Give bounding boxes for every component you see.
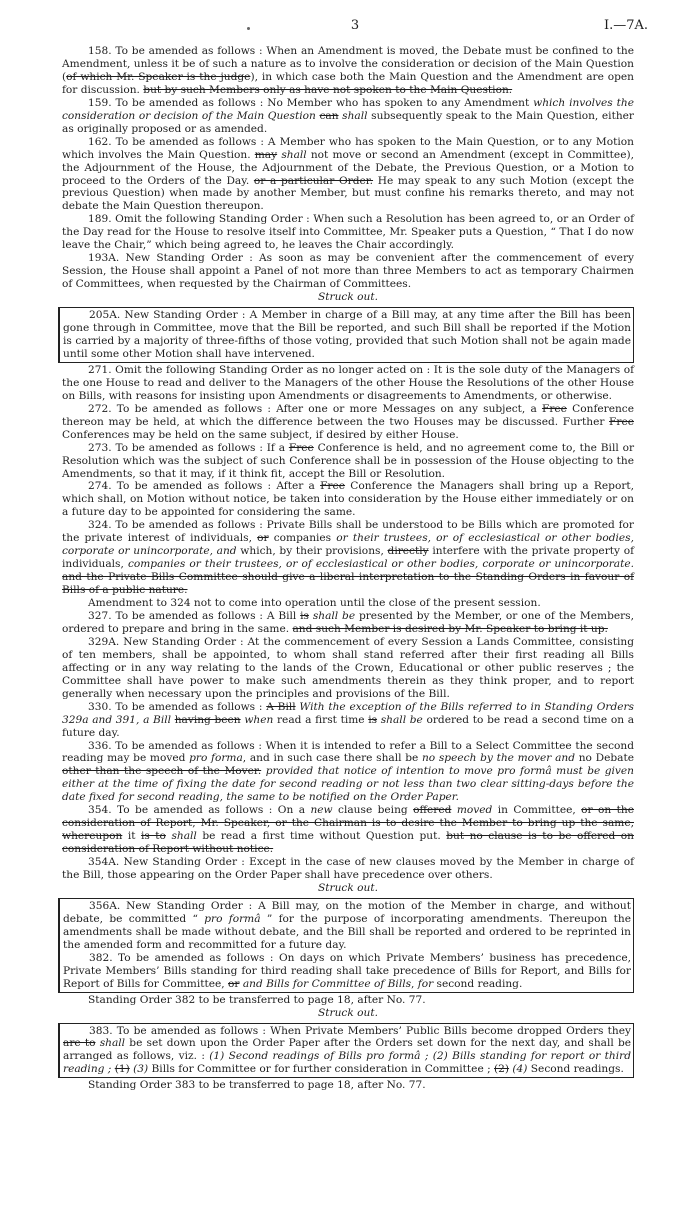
inserted-text: shall be — [312, 609, 356, 622]
standing-order-paragraph — [62, 45, 634, 97]
body-text: read a first time — [273, 713, 369, 726]
deleted-text: is — [300, 609, 309, 622]
inserted-text: no speech by the mover and — [421, 752, 575, 765]
order-number: 271. — [88, 363, 112, 376]
body-text: subsequently speak to the Main Question, either as originally proposed or as amended. — [62, 109, 634, 135]
inserted-text: shall — [171, 830, 197, 843]
struck-out-box-356a-382 — [58, 898, 634, 993]
inserted-text: new — [310, 804, 333, 817]
body-text: New Standing Order : As soon as may be convenient after the commencement of every Session, the House shall appoint a Panel of not more than three Members to act as temporary Chairmen of Committees, when requested by the Chairman of Committees. — [62, 252, 634, 291]
deleted-text: but by such Members only as have not spoken to the Main Question. — [143, 83, 513, 96]
transfer-note-383: Standing Order 383 to be transferred to page 18, after No. 77. — [88, 1079, 426, 1092]
inserted-text: or their trustees, or of ecclesiastical or other bodies, corporate or unincorporate, and — [62, 532, 634, 558]
deleted-text: Free — [609, 415, 634, 428]
deleted-text: can — [319, 109, 339, 122]
struck-out-label: Struck out. — [318, 291, 378, 304]
body-text: To be amended as follows : Private Bills shall be understood to be Bills which are promoted for the private interest of individuals, — [62, 519, 634, 545]
deleted-text: of which Mr. Speaker is the judge — [66, 70, 251, 83]
order-number: 330. — [88, 700, 112, 713]
body-text: To be amended as follows : After one or more Messages on any subject, a — [111, 402, 542, 415]
body-text: To be amended as follows : When it is intended to refer a Bill to a Select Committee the second reading may be moved — [62, 739, 634, 765]
order-number: 354A. — [88, 856, 120, 869]
body-text: Omit the following Standing Order : When such a Resolution has been agreed to, or an Order of the Day read for the House to resolve itself into Committee, Mr. Speaker puts a Question, “ That I do now leave the Chair,” which being agreed to, he leaves the Chair accordingly. — [62, 213, 634, 252]
standing-order-paragraph — [62, 610, 634, 636]
deleted-text: and the Private Bills Committee should give a liberal interpretation to the Standing Orders in favour of Bills of a public nature. — [62, 571, 634, 597]
body-text: To be amended as follows : When an Amendment is moved, the Debate must be confined to the Amendment, unless it be of such a nature as to involve the consideration or decision of the Main Question ( — [62, 45, 634, 83]
inserted-text: moved — [456, 804, 493, 817]
body-text: Omit the following Standing Order as no longer acted on : It is the sole duty of the Managers of the one House to read and deliver to the Managers of the other House the Resolutions of the other House on Bills, with reasons for insisting upon Amendments or disagreements to Amendments, or otherwise. — [62, 363, 634, 402]
body-text: To be amended as follows : — [111, 700, 267, 713]
order-number: 159. — [88, 96, 112, 109]
inserted-text: and Bills for Committee of Bills — [242, 977, 412, 990]
body-text: To be amended as follows : If a — [111, 441, 289, 454]
order-number: 193A. — [88, 252, 120, 265]
standing-order-paragraph — [62, 480, 634, 519]
standing-order-paragraph — [62, 804, 634, 856]
deleted-text: A Bill — [266, 700, 296, 713]
standing-order-paragraph — [62, 97, 634, 136]
struck-out-box-383 — [58, 1023, 634, 1079]
body-text: He may speak to any such Motion (except the previous Question) when made by another Member, but must confine his remarks thereto, and may not debate the Main Question thereupon. — [62, 174, 634, 213]
standing-order-paragraph — [63, 1025, 631, 1077]
body-text: , — [411, 977, 418, 990]
deleted-text: (1) — [114, 1063, 130, 1076]
body-text: New Standing Order : At the commencement of every Session a Lands Committee, consisting of ten members, shall be appointed, to whom shall stand referred after their first reading all Bills affecting or in any way relating to the lands of the Crown, Educational or other public reserves ; the Committee shall have power to make such amendments therein as they think proper, and to report generally when necessary upon the principles and provisions of the Bill. — [62, 635, 634, 700]
deleted-text: but no clause is to be offered on consideration of Report without notice. — [62, 830, 634, 856]
deleted-text: are to — [63, 1037, 96, 1050]
body-text: New Standing Order : A Member in charge of a Bill may, at any time after the Bill has been gone through in Committee, move that the Bill be reported, and such Bill shall be reported if the Motion is carried by a majority of three-fifths of those voting, provided that such Motion shall not be again made until some other Motion shall have intervened. — [63, 309, 631, 360]
body-text: To be amended as follows : When Private Members’ Public Bills become dropped Orders they — [112, 1024, 631, 1037]
body-text: ” for the purpose of incorporating amendments. Thereupon the amendments shall be made without debate, and the Bill shall be reported and ordered to be reprinted in the amended form and recommitted for a future day. — [63, 912, 631, 951]
body-text: Bills for Committee or for further consideration in Committee ; — [148, 1063, 495, 1076]
standing-order-paragraph — [62, 364, 634, 403]
order-number: 205A. — [89, 309, 121, 322]
inserted-text: for — [417, 977, 434, 990]
deleted-text: Free — [288, 441, 314, 454]
inserted-text: provided that notice of intention to move pro formâ must be given either at the time of fixing the date for second reading or not less than two clear sitting-days before the date fixed for second reading, the same to be notified on the Order Paper. — [62, 765, 634, 804]
standing-order-paragraph — [62, 403, 634, 442]
struck-out-label: Struck out. — [318, 1006, 378, 1019]
standing-order-paragraph — [63, 952, 631, 991]
body-text: To be amended as follows : On a — [111, 804, 311, 817]
inserted-text: shall — [281, 148, 307, 161]
body-text: presented by the Member, or one of the Members, ordered to prepare and bring in the same. — [62, 609, 634, 635]
deleted-text: is to — [140, 830, 166, 843]
inserted-text: (4) — [512, 1063, 528, 1076]
inserted-text: shall — [99, 1037, 126, 1050]
inserted-text: pro forma — [189, 752, 243, 765]
body-text: To be amended as follows : A Member who has spoken to the Main Question, or to any Motion which involves the Main Question. — [62, 135, 634, 161]
standing-order-paragraph — [62, 519, 634, 597]
body-text: Conferences may be held on the same subject, if desired by either House. — [62, 428, 459, 441]
struck-out-label: Struck out. — [318, 882, 378, 894]
order-number: 162. — [88, 135, 112, 148]
body-text: New Standing Order : Except in the case of new clauses moved by the Member in charge of the Bill, those appearing on the Order Paper shall have precedence over others. — [62, 856, 634, 882]
order-number: 383. — [89, 1024, 113, 1037]
amendments-group-1 — [62, 45, 634, 291]
standing-order-paragraph — [63, 900, 631, 952]
operation-note — [62, 597, 634, 610]
standing-order-paragraph — [63, 309, 631, 361]
order-number: 273. — [88, 441, 112, 454]
standing-order-paragraph — [62, 442, 634, 481]
body-text: Second readings. — [527, 1063, 624, 1076]
page-number: 3 — [350, 18, 360, 33]
deleted-text: Free — [320, 480, 346, 493]
body-text: be set down upon the Order Paper after the Orders set down for the next day, and shall be arranged as follows, viz. : — [63, 1037, 632, 1063]
inserted-text: shall — [342, 109, 368, 122]
body-text: it — [122, 830, 141, 843]
order-number: 189. — [88, 213, 112, 226]
body-text: ), in which case both the Main Question and the Amendment are open for discussion. — [62, 70, 634, 96]
order-number: 158. — [88, 45, 112, 57]
order-number: 327. — [88, 609, 112, 622]
order-number: 354. — [88, 804, 112, 817]
standing-order-paragraph — [62, 701, 634, 740]
body-text: To be amended as follows : A Bill — [111, 609, 301, 622]
deleted-text: other than the speech of the Mover. — [62, 765, 262, 778]
inserted-text: (1) Second readings of Bills pro formâ ; (2) Bills standing for report or third reading ; — [63, 1050, 631, 1076]
body-text: Amendment to 324 not to come into operation until the close of the present session. — [88, 597, 541, 610]
inserted-text: shall be — [380, 713, 423, 726]
deleted-text: is — [368, 713, 378, 726]
deleted-text: having been — [174, 713, 241, 726]
deleted-text: or — [257, 532, 269, 545]
order-number: 382. — [89, 951, 113, 964]
body-text: Conference the Managers shall bring up a Report, which shall, on Motion without notice, be taken into consideration by the House either immediately or on a future day to be appointed for considering the same. — [62, 480, 635, 519]
body-text: not move or second an Amendment (except in Committee), the Adjournment of the House, the Adjournment of the Debate, the Previous Question, or a Motion to proceed to the Orders of the Day. — [62, 148, 634, 187]
order-number: 336. — [88, 739, 112, 752]
body-text: To be amended as follows : No Member who has spoken to any Amendment — [111, 96, 534, 109]
deleted-text: may — [254, 148, 278, 161]
inserted-text: companies or their trustees, or of ecclesiastical or other bodies, corporate or unincorporate. — [127, 558, 634, 571]
inserted-text: With the exception of the Bills referred to in Standing Orders 329a and 391, a Bill — [62, 700, 634, 726]
deleted-text: or — [228, 977, 240, 990]
inserted-text: which involves the consideration or decision of the Main Question — [62, 96, 634, 122]
body-text: second reading. — [433, 977, 523, 990]
inserted-text: pro formâ — [204, 912, 261, 925]
deleted-text: (2) — [494, 1063, 510, 1076]
deleted-text: and such Member is desired by Mr. Speaker to bring it up. — [292, 622, 608, 635]
standing-order-paragraph — [62, 856, 634, 882]
deleted-text: Free — [541, 402, 567, 415]
body-text: companies — [268, 532, 337, 545]
deleted-text: or on the consideration of Report, Mr. Speaker, or the Chairman is to desire the Member to bring up the same, whereupon — [62, 804, 634, 843]
deleted-text: or a particular Order. — [253, 174, 374, 187]
body-text: To be amended as follows : After a — [111, 480, 321, 493]
body-text: no Debate — [575, 752, 634, 765]
body-text: Conference is held, and no agreement come to, the Bill or Resolution which was the subject of such Conference shall be in possession of the House objecting to the Amendments, so that it may, if it think fit, accept the Bill or Resolution. — [62, 441, 635, 480]
body-text: ordered to be read a second time on a future day. — [62, 713, 635, 739]
inserted-text: (3) — [133, 1063, 149, 1076]
order-number: 324. — [88, 519, 112, 532]
body-text: be read a first time without Question put. — [196, 830, 447, 843]
body-text: clause being — [332, 804, 414, 817]
order-number: 274. — [88, 480, 112, 493]
deleted-text: offered — [413, 804, 452, 817]
standing-order-paragraph — [62, 636, 634, 701]
standing-order-paragraph — [62, 213, 634, 252]
page-header — [62, 18, 648, 36]
inserted-text: when — [244, 713, 274, 726]
standing-order-paragraph — [62, 252, 634, 291]
print-speck — [247, 27, 250, 30]
standing-order-paragraph — [62, 740, 634, 805]
standing-orders-text — [62, 45, 634, 1092]
body-text: , and in such case there shall be — [242, 752, 422, 765]
transfer-note-382: Standing Order 382 to be transferred to page 18, after No. 77. — [88, 993, 426, 1006]
paper-reference: I.—7A. — [603, 18, 648, 33]
order-number: 356A. — [89, 899, 121, 912]
order-number: 272. — [88, 402, 112, 415]
amendments-group-2 — [62, 364, 634, 882]
body-text: which, by their provisions, — [236, 545, 388, 558]
order-number: 329A. — [88, 635, 120, 648]
body-text: in Committee, — [492, 804, 582, 817]
standing-order-paragraph — [62, 136, 634, 214]
body-text: To be amended as follows : On days on which Private Members’ business has precedence, Private Members’ Bills standing for third reading shall take precedence of Bills for Report, and Bills for Report of Bills for Committee, — [63, 951, 631, 990]
struck-out-box-205a — [58, 307, 634, 363]
body-text: interfere with the private property of individuals, — [62, 545, 635, 571]
deleted-text: directly — [387, 545, 429, 558]
body-text: New Standing Order : A Bill may, on the motion of the Member in charge, and without debate, be committed “ — [63, 899, 631, 925]
body-text: Conference thereon may be held, at which the difference between the two Houses may be discussed. Further — [62, 402, 634, 428]
